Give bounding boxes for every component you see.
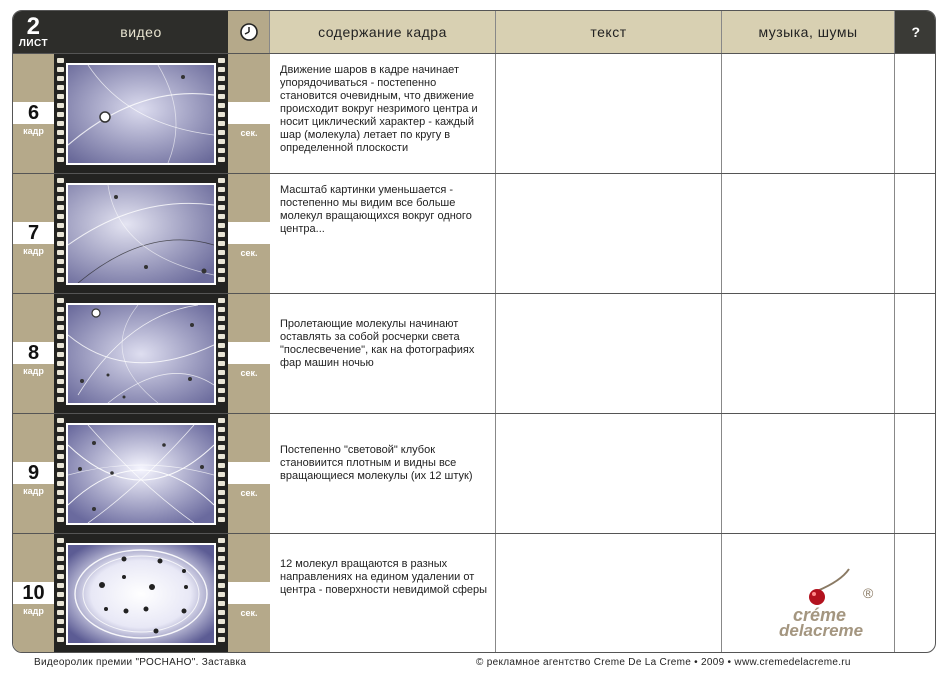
seconds-cell (228, 534, 270, 653)
seconds-label: сек. (240, 608, 258, 618)
question-column-header: ? (895, 11, 936, 53)
registered-mark: ® (863, 585, 874, 601)
table-header (13, 11, 935, 53)
text-cell[interactable] (496, 54, 722, 173)
frame-number-cell (13, 414, 54, 533)
text-cell[interactable] (496, 174, 722, 293)
text-column-header: текст (496, 11, 722, 53)
frame-label: кадр (23, 366, 44, 376)
question-cell[interactable] (895, 174, 936, 293)
seconds-input[interactable] (228, 222, 270, 244)
frame-label: кадр (23, 606, 44, 616)
frame-image (66, 543, 216, 645)
clock-icon (239, 22, 259, 42)
agency-logo (771, 567, 891, 647)
content-cell (270, 174, 496, 293)
music-cell[interactable] (722, 414, 895, 533)
frame-number-cell (13, 174, 54, 293)
sheet-number: 2 (26, 12, 41, 40)
content-text: Пролетающие молекулы начинают оставлять за собой росчерки света "послесвечение", как на фотографиях фар машин ночью (280, 318, 475, 369)
content-text: 12 молекул вращаются в разных направлениях на едином удалении от центра - поверхности невидимой сферы (280, 558, 488, 596)
music-cell[interactable] (722, 174, 895, 293)
question-cell[interactable] (895, 54, 936, 173)
frame-image (66, 303, 216, 405)
seconds-cell (228, 414, 270, 533)
question-cell[interactable] (895, 534, 936, 653)
logo-line2: delacreme (779, 621, 864, 640)
film-strip (54, 174, 228, 293)
content-text: Масштаб картинки уменьшается - постепенно мы видим все больше молекул вращающихся вокруг одного центра... (280, 184, 472, 235)
frame-image (66, 423, 216, 525)
music-column-header: музыка, шумы (722, 11, 895, 53)
music-cell[interactable] (722, 294, 895, 413)
question-cell[interactable] (895, 414, 936, 533)
sheet-number-cell (13, 11, 54, 53)
frame-number: 10 (13, 582, 54, 604)
content-cell (270, 414, 496, 533)
film-strip (54, 54, 228, 173)
frame-row (13, 413, 935, 533)
content-cell (270, 294, 496, 413)
music-cell[interactable] (722, 54, 895, 173)
seconds-input[interactable] (228, 102, 270, 124)
logo-line1: créme (793, 605, 847, 625)
content-cell (270, 534, 496, 653)
frame-label: кадр (23, 486, 44, 496)
frame-number: 6 (13, 102, 54, 124)
film-strip (54, 294, 228, 413)
frame-row (13, 293, 935, 413)
seconds-input[interactable] (228, 582, 270, 604)
content-text: Движение шаров в кадре начинает упорядочиваться - постепенно становится очевидным, что движение происходит вокруг незримого центра и носит циклический характер - каждый шар (молекула) летает по кругу в определенной плоскости (280, 64, 478, 154)
seconds-label: сек. (240, 488, 258, 498)
question-cell[interactable] (895, 294, 936, 413)
seconds-label: сек. (240, 368, 258, 378)
content-text: Постепенно "световой" клубок становиится плотным и видны все вращающиеся молекулы (их 12 штук) (280, 444, 473, 482)
frame-image (66, 183, 216, 285)
frame-number: 7 (13, 222, 54, 244)
footer-title: Видеоролик премии "РОСНАНО". Заставка (34, 657, 247, 668)
storyboard-sheet (12, 10, 936, 653)
frame-label: кадр (23, 246, 44, 256)
frame-number: 8 (13, 342, 54, 364)
footer-credits: © рекламное агентство Creme De La Creme • 2009 • www.cremedelacreme.ru (476, 657, 851, 668)
frame-number: 9 (13, 462, 54, 484)
content-column-header: содержание кадра (270, 11, 496, 53)
content-cell (270, 54, 496, 173)
seconds-cell (228, 54, 270, 173)
frame-label: кадр (23, 126, 44, 136)
video-column-header: видео (54, 11, 228, 53)
seconds-label: сек. (240, 248, 258, 258)
timing-column-header (228, 11, 270, 53)
seconds-input[interactable] (228, 462, 270, 484)
film-strip (54, 534, 228, 653)
text-cell[interactable] (496, 534, 722, 653)
frame-number-cell (13, 54, 54, 173)
sheet-label: ЛИСТ (18, 37, 49, 49)
seconds-label: сек. (240, 128, 258, 138)
text-cell[interactable] (496, 294, 722, 413)
seconds-cell (228, 174, 270, 293)
frame-number-cell (13, 294, 54, 413)
frame-row (13, 53, 935, 173)
film-strip (54, 414, 228, 533)
frame-row (13, 173, 935, 293)
frame-image (66, 63, 216, 165)
seconds-input[interactable] (228, 342, 270, 364)
text-cell[interactable] (496, 414, 722, 533)
frame-number-cell (13, 534, 54, 653)
seconds-cell (228, 294, 270, 413)
